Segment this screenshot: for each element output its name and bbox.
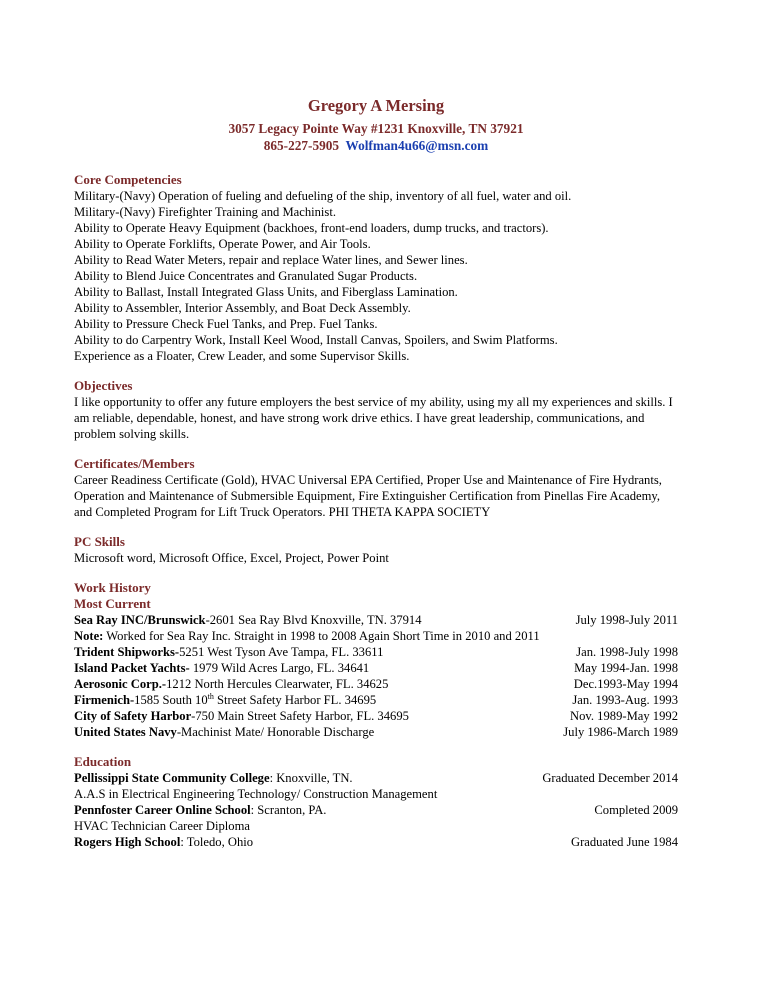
job-row (74, 660, 678, 676)
job-row (74, 612, 678, 628)
job-row (74, 676, 678, 692)
school-name: Pellissippi State Community College (74, 771, 270, 785)
pc-skills-text: Microsoft word, Microsoft Office, Excel, Project, Power Point (74, 551, 389, 565)
job-note-row (74, 628, 678, 644)
education-program: A.A.S in Electrical Engineering Technology/ Construction Management (74, 787, 438, 801)
core-competencies-heading: Core Competencies (74, 172, 182, 187)
objectives-heading: Objectives (74, 378, 133, 393)
job-employer: Trident Shipworks- (74, 645, 180, 659)
job-row (74, 724, 678, 740)
applicant-address: 3057 Legacy Pointe Way #1231 Knoxville, TN 37921 (228, 121, 524, 136)
applicant-name: Gregory A Mersing (307, 96, 445, 115)
education-row (74, 770, 678, 786)
objectives-section (74, 378, 678, 442)
job-row (74, 692, 678, 708)
phone-number: 865-227-5905 (263, 138, 340, 153)
competency-item: Ability to Pressure Check Fuel Tanks, and Prep. Fuel Tanks. (74, 317, 378, 331)
job-dates: Jan. 1993-Aug. 1993 (572, 693, 678, 707)
education-status: Graduated December 2014 (542, 771, 678, 785)
job-dates: July 1986-March 1989 (563, 725, 678, 739)
job-employer: City of Safety Harbor (74, 709, 192, 723)
education-row (74, 802, 678, 818)
pc-skills-heading: PC Skills (74, 534, 125, 549)
competency-item: Ability to Assembler, Interior Assembly, and Boat Deck Assembly. (74, 301, 411, 315)
resume-page (74, 98, 678, 850)
most-current-label: Most Current (74, 596, 151, 611)
school-name: Pennfoster Career Online School (74, 803, 251, 817)
email-link[interactable]: Wolfman4u66@msn.com (345, 138, 489, 153)
competency-item: Ability to Operate Heavy Equipment (backhoes, front-end loaders, dump trucks, and tractors). (74, 221, 549, 235)
note-label: Note: (74, 629, 104, 643)
competency-item: Experience as a Floater, Crew Leader, and some Supervisor Skills. (74, 349, 410, 363)
job-dates: July 1998-July 2011 (575, 613, 678, 627)
job-employer: Island Packet Yachts- (74, 661, 190, 675)
job-employer: United States Navy (74, 725, 177, 739)
education-section (74, 754, 678, 850)
job-dates: May 1994-Jan. 1998 (574, 661, 678, 675)
job-employer: Sea Ray INC/Brunswick (74, 613, 206, 627)
ordinal-suffix: th (207, 691, 214, 701)
competency-item: Ability to Read Water Meters, repair and replace Water lines, and Sewer lines. (74, 253, 468, 267)
education-program: HVAC Technician Career Diploma (74, 819, 250, 833)
competency-item: Military-(Navy) Operation of fueling and defueling of the ship, inventory of all fuel, water and oil. (74, 189, 572, 203)
school-location: : Toledo, Ohio (180, 835, 254, 849)
job-detail: 1979 Wild Acres Largo, FL. 34641 (189, 661, 370, 675)
job-row (74, 708, 678, 724)
work-history-section (74, 580, 678, 740)
pc-skills-section (74, 534, 678, 566)
job-detail: -2601 Sea Ray Blvd Knoxville, TN. 37914 (205, 613, 422, 627)
school-location: : Knoxville, TN. (269, 771, 353, 785)
job-dates: Nov. 1989-May 1992 (570, 709, 678, 723)
certificates-text: Career Readiness Certificate (Gold), HVAC Universal EPA Certified, Proper Use and Maintenance of Fire Hydrants, Operation and Maintenance of Submersible Equipment, Fire Extinguisher Certification from Pinellas Fire Academy, and Completed Program for Lift Truck Operators. PHI THETA KAPPA SOCIETY (74, 473, 662, 519)
competency-item: Ability to Ballast, Install Integrated Glass Units, and Fiberglass Lamination. (74, 285, 458, 299)
school-name: Rogers High School (74, 835, 181, 849)
education-row (74, 834, 678, 850)
competency-item: Ability to do Carpentry Work, Install Keel Wood, Install Canvas, Spoilers, and Swim Platforms. (74, 333, 558, 347)
job-employer: Aerosonic Corp.- (74, 677, 167, 691)
objectives-text: I like opportunity to offer any future employers the best service of my ability, using my all my experiences and skills. I am reliable, dependable, honest, and have strong work drive ethics. I have great leadership, communications, and problem solving skills. (74, 395, 673, 441)
job-detail: 1585 South 10 (134, 693, 208, 707)
note-text: Worked for Sea Ray Inc. Straight in 1998 to 2008 Again Short Time in 2010 and 2011 (103, 629, 540, 643)
certificates-section (74, 456, 678, 520)
contact-line (74, 137, 678, 154)
core-competencies-section (74, 172, 678, 364)
competency-item: Military-(Navy) Firefighter Training and Machinist. (74, 205, 336, 219)
education-status: Completed 2009 (594, 803, 678, 817)
job-detail: -Machinist Mate/ Honorable Discharge (176, 725, 375, 739)
education-heading: Education (74, 754, 132, 769)
education-status: Graduated June 1984 (570, 835, 678, 849)
competency-item: Ability to Blend Juice Concentrates and Granulated Sugar Products. (74, 269, 418, 283)
job-detail: 1212 North Hercules Clearwater, FL. 34625 (166, 677, 389, 691)
job-dates: Jan. 1998-July 1998 (576, 645, 678, 659)
job-detail-cont: Street Safety Harbor FL. 34695 (213, 693, 377, 707)
job-dates: Dec.1993-May 1994 (573, 677, 678, 691)
school-location: : Scranton, PA. (250, 803, 327, 817)
competency-item: Ability to Operate Forklifts, Operate Power, and Air Tools. (74, 237, 371, 251)
certificates-heading: Certificates/Members (74, 456, 195, 471)
job-detail: 5251 West Tyson Ave Tampa, FL. 33611 (179, 645, 384, 659)
job-row (74, 644, 678, 660)
job-detail: -750 Main Street Safety Harbor, FL. 34695 (191, 709, 409, 723)
job-employer: Firmenich- (74, 693, 135, 707)
work-history-heading: Work History (74, 580, 151, 595)
